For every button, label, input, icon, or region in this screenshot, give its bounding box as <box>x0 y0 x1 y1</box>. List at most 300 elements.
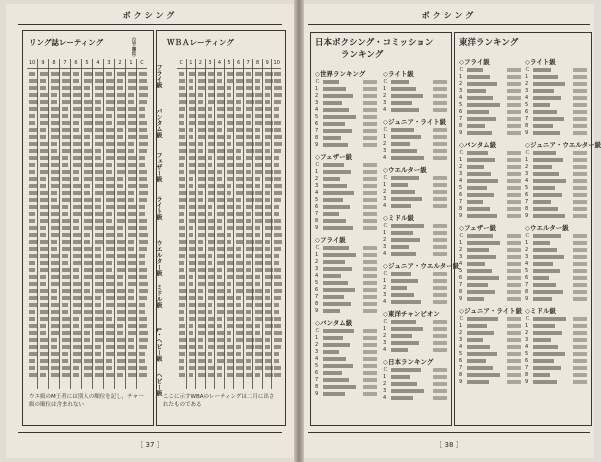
rating-entry <box>255 282 260 286</box>
rating-entry <box>95 93 103 97</box>
rating-entry <box>179 261 184 265</box>
rating-entry <box>62 121 70 125</box>
boxer-name <box>533 110 557 114</box>
rating-entry <box>189 366 195 370</box>
rating-entry <box>84 324 92 328</box>
rank-column <box>206 59 216 389</box>
boxer-name <box>323 253 356 257</box>
rank-number: 2 <box>383 92 387 99</box>
ranking-entry <box>525 281 587 288</box>
rating-entry <box>51 177 60 181</box>
rating-entry <box>128 198 134 202</box>
rating-entry <box>106 289 115 293</box>
rating-entry <box>236 142 242 146</box>
rating-entry <box>179 254 185 258</box>
boxer-name <box>533 324 555 328</box>
rating-entry <box>179 142 187 146</box>
division-heading: ◇世界ランキング <box>315 70 366 78</box>
rating-entry <box>73 247 82 251</box>
boxer-gym <box>507 75 521 79</box>
rating-entry <box>189 352 197 356</box>
rank-column <box>126 59 137 389</box>
rating-entry <box>208 373 214 377</box>
rating-entry <box>189 135 194 139</box>
rating-entry <box>62 240 71 244</box>
rating-entry <box>40 107 49 111</box>
rating-entry <box>208 184 216 188</box>
rating-entry <box>227 128 233 132</box>
rating-entry <box>255 135 260 139</box>
rank-number: 1 <box>525 322 529 329</box>
rank-column <box>272 59 281 389</box>
boxer-gym <box>433 204 447 208</box>
ranking-entry <box>383 380 447 387</box>
boxer-gym <box>363 184 377 188</box>
division-heading: ◇フェザー級 <box>315 153 353 161</box>
boxer-gym <box>507 158 521 162</box>
rating-entry <box>84 240 90 244</box>
rating-entry <box>139 79 147 83</box>
rating-entry <box>227 345 233 349</box>
ranking-entry <box>525 129 587 136</box>
rating-entry <box>128 268 137 272</box>
rating-entry <box>208 275 214 279</box>
rating-entry <box>236 128 244 132</box>
rank-column <box>196 59 206 389</box>
boxer-name <box>533 359 554 363</box>
rating-entry <box>84 254 92 258</box>
boxer-gym <box>363 136 377 140</box>
boxer-gym <box>507 331 521 335</box>
rating-entry <box>95 149 101 153</box>
rating-entry <box>29 114 35 118</box>
boxer-name <box>533 241 550 245</box>
rating-entry <box>236 289 242 293</box>
rank-number: 2 <box>315 92 319 99</box>
rating-entry <box>117 373 123 377</box>
rating-entry <box>274 310 279 314</box>
boxer-gym <box>433 176 447 180</box>
ranking-entry <box>525 329 587 336</box>
rating-entry <box>117 128 123 132</box>
rank-number: 2 <box>383 380 387 387</box>
rating-entry <box>128 261 136 265</box>
oriental-title: 東洋ランキング <box>459 38 519 48</box>
rating-entry <box>227 331 232 335</box>
rating-entry <box>128 282 136 286</box>
rating-entry <box>236 93 242 97</box>
rating-entry <box>217 331 223 335</box>
rating-entry <box>198 198 203 202</box>
rating-entry <box>139 177 147 181</box>
rating-entry <box>227 233 232 237</box>
ranking-entry <box>459 122 521 129</box>
boxer-gym <box>433 197 447 201</box>
rating-entry <box>198 240 203 244</box>
rating-entry <box>139 219 147 223</box>
boxer-gym <box>363 267 377 271</box>
rating-entry <box>51 114 59 118</box>
rating-entry <box>73 261 81 265</box>
rating-entry <box>51 191 57 195</box>
rating-entry <box>217 100 225 104</box>
footer-rule <box>308 432 590 433</box>
division-heading: ◇フライ級 <box>459 58 490 66</box>
rating-entry <box>246 177 252 181</box>
rank-number: 3 <box>383 243 387 250</box>
boxer-gym <box>433 108 447 112</box>
rating-entry <box>51 100 57 104</box>
boxer-name <box>533 248 557 252</box>
boxer-name <box>533 151 556 155</box>
boxer-name <box>391 389 424 393</box>
rating-entry <box>246 184 252 188</box>
rank-number: 9 <box>525 212 529 219</box>
rating-entry <box>139 121 147 125</box>
boxer-gym <box>433 389 447 393</box>
rating-entry <box>179 170 184 174</box>
ranking-entry <box>315 258 377 265</box>
boxer-name <box>533 124 553 128</box>
rating-entry <box>255 296 261 300</box>
rating-entry <box>246 296 254 300</box>
rating-entry <box>106 317 112 321</box>
rating-entry <box>227 359 235 363</box>
rating-entry <box>29 289 38 293</box>
rating-entry <box>117 86 123 90</box>
boxer-gym <box>433 94 447 98</box>
rating-entry <box>73 205 82 209</box>
boxer-name <box>467 200 483 204</box>
rating-entry <box>227 93 232 97</box>
rating-entry <box>189 100 195 104</box>
rank-number: 9 <box>525 129 529 136</box>
ranking-entry <box>315 99 377 106</box>
rating-entry <box>208 114 213 118</box>
boxer-name <box>323 302 351 306</box>
rating-entry <box>139 373 147 377</box>
rating-entry <box>198 121 206 125</box>
rank-number: 9 <box>459 212 463 219</box>
rating-entry <box>95 352 101 356</box>
rank-column <box>27 59 38 389</box>
rank-number: 7 <box>315 293 319 300</box>
header-rule <box>18 24 282 25</box>
rating-entry <box>29 128 37 132</box>
boxer-name <box>323 357 346 361</box>
ranking-entry <box>383 291 447 298</box>
boxer-name <box>467 193 494 197</box>
boxer-name <box>391 204 411 208</box>
rating-entry <box>106 149 115 153</box>
rank-number: 5 <box>459 350 463 357</box>
rating-entry <box>208 198 214 202</box>
rating-entry <box>246 212 251 216</box>
rating-entry <box>246 289 254 293</box>
rating-entry <box>255 79 260 83</box>
rating-entry <box>84 191 90 195</box>
left-page <box>6 4 294 458</box>
rating-entry <box>29 226 37 230</box>
rating-entry <box>208 205 213 209</box>
ranking-entry <box>383 298 447 305</box>
boxer-gym <box>433 300 447 304</box>
rating-entry <box>29 219 35 223</box>
rating-entry <box>95 79 104 83</box>
rating-entry <box>106 142 115 146</box>
boxer-name <box>467 331 494 335</box>
ring-rating-title: リング誌レーティング <box>29 38 104 47</box>
rank-number: Ｃ <box>383 223 389 229</box>
ranking-entry <box>459 87 521 94</box>
boxer-gym <box>573 193 587 197</box>
rating-entry <box>51 282 59 286</box>
rating-entry <box>236 366 242 370</box>
boxer-name <box>533 186 555 190</box>
ranking-entry <box>525 149 587 156</box>
rating-entry <box>84 261 93 265</box>
rating-entry <box>236 296 241 300</box>
rating-entry <box>265 170 273 174</box>
rating-entry <box>40 93 48 97</box>
rating-entry <box>95 317 103 321</box>
rating-entry <box>179 93 187 97</box>
rating-entry <box>265 86 271 90</box>
rating-entry <box>179 247 187 251</box>
rating-entry <box>73 184 81 188</box>
rating-entry <box>274 226 280 230</box>
boxer-gym <box>507 373 521 377</box>
rating-entry <box>106 177 114 181</box>
rating-entry <box>246 268 251 272</box>
rating-entry <box>274 282 282 286</box>
rating-entry <box>95 254 101 258</box>
rating-entry <box>117 184 123 188</box>
rating-entry <box>139 310 145 314</box>
rating-entry <box>62 86 71 90</box>
rating-entry <box>117 156 126 160</box>
ranking-entry <box>459 149 521 156</box>
rating-entry <box>106 324 114 328</box>
rating-entry <box>189 184 194 188</box>
rank-number: 3 <box>315 348 319 355</box>
rating-entry <box>106 275 114 279</box>
rating-entry <box>106 107 114 111</box>
rating-entry <box>106 373 114 377</box>
rating-entry <box>189 303 197 307</box>
boxer-name <box>323 274 341 278</box>
boxer-name <box>467 269 492 273</box>
rating-entry <box>73 121 79 125</box>
rating-entry <box>208 296 214 300</box>
rating-entry <box>198 86 204 90</box>
boxer-gym <box>573 331 587 335</box>
rating-entry <box>73 296 82 300</box>
rating-entry <box>139 184 148 188</box>
rating-entry <box>84 135 90 139</box>
rating-entry <box>106 191 115 195</box>
rating-entry <box>208 107 213 111</box>
rating-entry <box>40 324 46 328</box>
rating-entry <box>40 296 48 300</box>
rating-entry <box>265 198 270 202</box>
rating-entry <box>117 254 126 258</box>
rating-entry <box>106 212 112 216</box>
rating-entry <box>84 317 93 321</box>
rating-entry <box>274 373 280 377</box>
rating-entry <box>208 135 216 139</box>
boxer-name <box>467 165 484 169</box>
rating-entry <box>106 310 112 314</box>
boxer-name <box>391 286 407 290</box>
rating-entry <box>227 366 235 370</box>
rank-number: Ｃ <box>525 233 531 239</box>
rating-entry <box>84 114 93 118</box>
rank-number: 8 <box>459 205 463 212</box>
boxer-name <box>533 172 559 176</box>
rating-entry <box>274 114 279 118</box>
ranking-entry <box>315 341 377 348</box>
rating-entry <box>51 373 60 377</box>
rating-entry <box>62 317 70 321</box>
rating-entry <box>40 240 48 244</box>
boxer-name <box>533 200 551 204</box>
rating-entry <box>62 275 70 279</box>
rating-entry <box>84 198 92 202</box>
rating-entry <box>208 149 214 153</box>
rating-entry <box>128 93 134 97</box>
rating-entry <box>179 317 184 321</box>
rating-entry <box>117 310 126 314</box>
rating-entry <box>62 310 68 314</box>
ranking-entry <box>383 270 447 277</box>
ranking-entry <box>525 315 587 322</box>
rating-entry <box>217 128 222 132</box>
boxer-name <box>533 338 551 342</box>
rank-number: 2 <box>315 175 319 182</box>
ranking-entry <box>383 106 447 113</box>
rating-entry <box>84 170 93 174</box>
rating-entry <box>274 275 280 279</box>
division-heading: ◇フライ級 <box>315 236 346 244</box>
boxer-gym <box>507 214 521 218</box>
rating-entry <box>198 303 204 307</box>
jbc-column-a <box>315 65 377 397</box>
rating-entry <box>139 107 145 111</box>
ranking-entry <box>525 239 587 246</box>
rating-entry <box>208 359 213 363</box>
rating-entry <box>189 296 195 300</box>
rating-entry <box>95 226 104 230</box>
boxer-gym <box>363 177 377 181</box>
rating-entry <box>73 93 81 97</box>
rank-number: 1 <box>525 73 529 80</box>
boxer-gym <box>363 205 377 209</box>
boxer-gym <box>573 317 587 321</box>
rating-entry <box>128 303 136 307</box>
rating-entry <box>236 184 244 188</box>
rank-column-header: 5 <box>225 59 234 69</box>
boxer-gym <box>433 231 447 235</box>
rating-entry <box>29 107 37 111</box>
rating-entry <box>29 191 38 195</box>
ranking-entry <box>383 174 447 181</box>
boxer-gym <box>363 288 377 292</box>
ranking-entry <box>525 364 587 371</box>
rank-number: 5 <box>315 362 319 369</box>
boxer-gym <box>363 309 377 313</box>
rating-entry <box>95 156 101 160</box>
rating-entry <box>51 226 60 230</box>
rating-entry <box>189 163 197 167</box>
rank-column-header: 6 <box>234 59 243 69</box>
rating-entry <box>255 303 263 307</box>
rating-entry <box>62 205 68 209</box>
rating-entry <box>274 261 279 265</box>
rank-number: 2 <box>315 341 319 348</box>
rating-entry <box>265 100 270 104</box>
rating-entry <box>198 345 203 349</box>
ranking-entry <box>525 212 587 219</box>
rating-entry <box>73 240 81 244</box>
rating-entry <box>265 205 271 209</box>
rating-entry <box>29 261 35 265</box>
ranking-entry <box>525 357 587 364</box>
boxer-gym <box>363 329 377 333</box>
rank-number: 8 <box>459 122 463 129</box>
rating-entry <box>255 128 260 132</box>
division-heading: ◇ライト級 <box>383 70 414 78</box>
boxer-name <box>533 345 558 349</box>
rating-entry <box>236 170 242 174</box>
rating-entry <box>236 310 242 314</box>
division-heading: ◇ジュニア・ライト級 <box>383 118 447 126</box>
ranking-entry <box>459 378 521 385</box>
rating-entry <box>84 268 93 272</box>
rating-entry <box>40 177 46 181</box>
rating-entry <box>179 366 184 370</box>
ranking-entry <box>525 122 587 129</box>
rating-entry <box>95 359 103 363</box>
rating-entry <box>217 79 222 83</box>
rank-number: 3 <box>383 147 387 154</box>
rating-entry <box>265 268 273 272</box>
rating-entry <box>62 219 70 223</box>
boxer-name <box>533 234 561 238</box>
rating-entry <box>198 331 204 335</box>
rating-entry <box>217 184 223 188</box>
boxer-gym <box>363 253 377 257</box>
rating-entry <box>29 345 38 349</box>
rating-entry <box>139 198 147 202</box>
rating-entry <box>198 275 206 279</box>
rating-entry <box>139 352 145 356</box>
rating-entry <box>265 317 273 321</box>
rating-entry <box>189 72 195 76</box>
rating-entry <box>265 212 271 216</box>
rating-entry <box>128 359 136 363</box>
rating-entry <box>117 303 126 307</box>
rank-column-header: 10 <box>27 59 37 69</box>
boxer-name <box>533 158 563 162</box>
boxer-name <box>467 131 492 135</box>
ranking-entry <box>315 355 377 362</box>
ranking-entry <box>383 366 447 373</box>
rating-entry <box>179 275 185 279</box>
rating-entry <box>179 296 187 300</box>
ranking-entry <box>459 108 521 115</box>
boxer-name <box>533 207 558 211</box>
